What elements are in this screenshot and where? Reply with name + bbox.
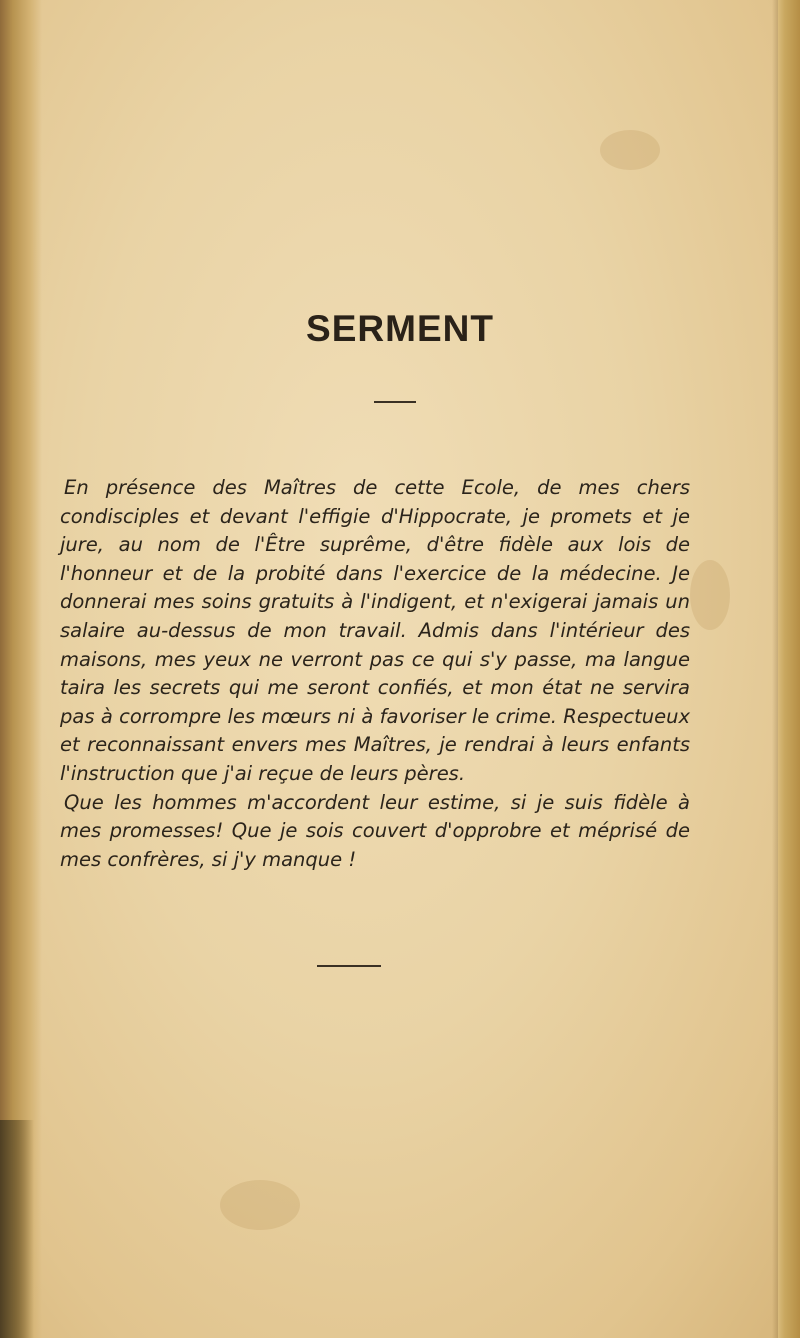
paper-stain — [690, 560, 730, 630]
page-title: SERMENT — [306, 308, 494, 349]
oath-text — [60, 474, 690, 874]
page-right-edge — [778, 0, 800, 1338]
closing-divider — [317, 965, 381, 967]
oath-paragraph: En présence des Maîtres de cette Ecole, de mes chers condisciples et devant l'effigie d'Hippocrate, je promets et je jure, au nom de l'Être suprême, d'être fidèle aux lois de l'honneur et de la probité dans l'exercice de la médecine. Je donnerai mes soins gratuits à l'indigent, et n'exigerai jamais un salaire au-dessus de mon travail. Admis dans l'intérieur des maisons, mes yeux ne verront pas ce qui s'y passe, ma langue taira les secrets qui me seront confiés, et mon état ne servira pas à corrompre les mœurs ni à favoriser le crime. Respectueux et reconnaissant envers mes Maîtres, je rendrai à leurs enfants l'instruction que j'ai reçue de leurs pères. — [60, 476, 690, 785]
paper-stain — [600, 130, 660, 170]
page-left-edge-shadow — [0, 1120, 34, 1338]
title-divider — [374, 401, 416, 403]
oath-paragraph: Que les hommes m'accordent leur estime, si je suis fidèle à mes promesses! Que je sois couvert d'opprobre et méprisé de mes confrères, si j'y manque ! — [60, 790, 690, 871]
paper-stain — [220, 1180, 300, 1230]
